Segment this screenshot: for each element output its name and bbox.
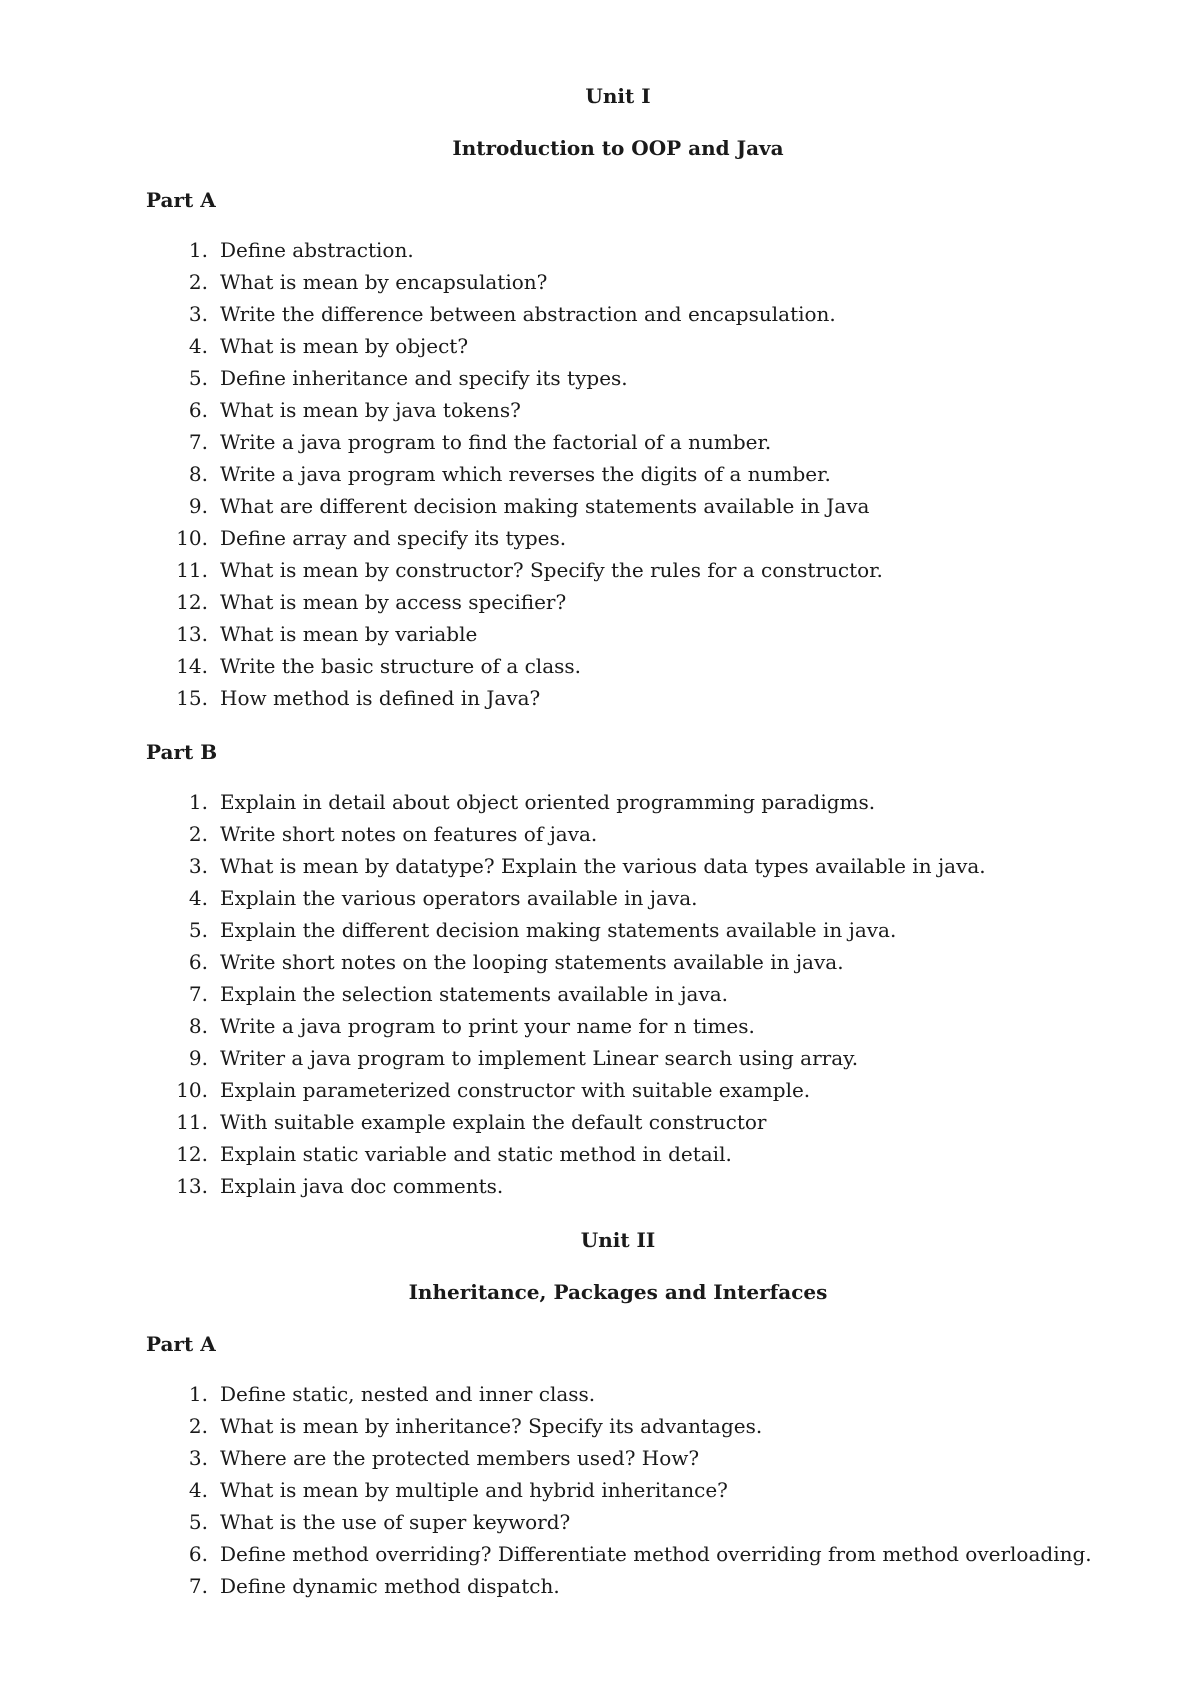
- unit-1-part-b-list: [146, 786, 1090, 1202]
- question-number: 3.: [188, 1446, 208, 1470]
- question-item: [146, 266, 1090, 298]
- question-number: 12.: [176, 1142, 208, 1166]
- question-text: Define abstraction.: [220, 238, 414, 262]
- question-item: [146, 850, 1090, 882]
- question-text: What is mean by variable: [220, 622, 478, 646]
- question-item: [146, 1410, 1090, 1442]
- question-item: [146, 1106, 1090, 1138]
- question-text: What is mean by constructor? Specify the rules for a constructor.: [220, 558, 883, 582]
- question-number: 3.: [188, 854, 208, 878]
- question-number: 2.: [188, 1414, 208, 1438]
- question-item: [146, 298, 1090, 330]
- unit-2-part-a-heading: Part A: [146, 1332, 216, 1356]
- question-item: [146, 978, 1090, 1010]
- question-item: [146, 1042, 1090, 1074]
- question-number: 11.: [176, 558, 208, 582]
- question-number: 14.: [176, 654, 208, 678]
- question-text: What is the use of super keyword?: [220, 1510, 571, 1534]
- question-text: Explain static variable and static method in detail.: [220, 1142, 732, 1166]
- question-number: 6.: [188, 950, 208, 974]
- question-text: What are different decision making statements available in Java: [220, 494, 870, 518]
- question-item: [146, 234, 1090, 266]
- question-number: 8.: [188, 1014, 208, 1038]
- question-text: What is mean by encapsulation?: [220, 270, 548, 294]
- question-number: 10.: [176, 1078, 208, 1102]
- question-text: Explain in detail about object oriented programming paradigms.: [220, 790, 876, 814]
- question-text: Explain the different decision making statements available in java.: [220, 918, 897, 942]
- question-number: 5.: [188, 366, 208, 390]
- question-number: 13.: [176, 1174, 208, 1198]
- question-number: 1.: [188, 238, 208, 262]
- question-item: [146, 362, 1090, 394]
- question-item: [146, 1442, 1090, 1474]
- question-text: Explain the selection statements available in java.: [220, 982, 729, 1006]
- question-text: What is mean by multiple and hybrid inheritance?: [220, 1478, 728, 1502]
- question-item: [146, 1010, 1090, 1042]
- unit-1-section: [146, 82, 1090, 1202]
- unit-1-part-b-heading: Part B: [146, 740, 218, 764]
- question-number: 5.: [188, 918, 208, 942]
- question-item: [146, 394, 1090, 426]
- question-number: 13.: [176, 622, 208, 646]
- question-item: [146, 1506, 1090, 1538]
- question-number: 9.: [188, 1046, 208, 1070]
- question-number: 3.: [188, 302, 208, 326]
- question-text: What is mean by datatype? Explain the various data types available in java.: [220, 854, 986, 878]
- question-number: 1.: [188, 790, 208, 814]
- question-number: 6.: [188, 1542, 208, 1566]
- question-item: [146, 1074, 1090, 1106]
- question-text: What is mean by java tokens?: [220, 398, 521, 422]
- question-text: Write the basic structure of a class.: [220, 654, 582, 678]
- question-item: [146, 1474, 1090, 1506]
- question-item: [146, 330, 1090, 362]
- question-text: Write a java program which reverses the digits of a number.: [220, 462, 831, 486]
- question-item: [146, 1378, 1090, 1410]
- question-text: What is mean by object?: [220, 334, 469, 358]
- unit-2-title: Unit II: [580, 1228, 656, 1252]
- question-text: Where are the protected members used? How?: [220, 1446, 700, 1470]
- question-number: 7.: [188, 430, 208, 454]
- unit-1-title: Unit I: [585, 84, 651, 108]
- question-item: [146, 1538, 1090, 1570]
- question-text: Define dynamic method dispatch.: [220, 1574, 560, 1598]
- question-text: What is mean by access specifier?: [220, 590, 567, 614]
- question-item: [146, 914, 1090, 946]
- question-number: 1.: [188, 1382, 208, 1406]
- question-text: Writer a java program to implement Linear search using array.: [220, 1046, 859, 1070]
- question-number: 9.: [188, 494, 208, 518]
- question-text: Explain the various operators available in java.: [220, 886, 698, 910]
- question-number: 11.: [176, 1110, 208, 1134]
- question-text: Write a java program to find the factorial of a number.: [220, 430, 772, 454]
- question-item: [146, 554, 1090, 586]
- question-number: 8.: [188, 462, 208, 486]
- question-number: 4.: [188, 1478, 208, 1502]
- unit-2-section: [146, 1226, 1090, 1602]
- question-item: [146, 786, 1090, 818]
- unit-1-part-a-list: [146, 234, 1090, 714]
- question-number: 12.: [176, 590, 208, 614]
- question-text: What is mean by inheritance? Specify its advantages.: [220, 1414, 763, 1438]
- question-text: How method is defined in Java?: [220, 686, 541, 710]
- question-number: 2.: [188, 822, 208, 846]
- question-item: [146, 490, 1090, 522]
- question-item: [146, 1170, 1090, 1202]
- question-item: [146, 1138, 1090, 1170]
- question-text: Write short notes on the looping statements available in java.: [220, 950, 844, 974]
- question-number: 4.: [188, 334, 208, 358]
- question-text: Write short notes on features of java.: [220, 822, 598, 846]
- question-item: [146, 682, 1090, 714]
- question-number: 15.: [176, 686, 208, 710]
- question-text: Write the difference between abstraction and encapsulation.: [220, 302, 836, 326]
- question-number: 7.: [188, 982, 208, 1006]
- unit-1-subtitle: Introduction to OOP and Java: [452, 136, 784, 160]
- question-item: [146, 1570, 1090, 1602]
- question-item: [146, 426, 1090, 458]
- question-item: [146, 618, 1090, 650]
- question-text: With suitable example explain the default constructor: [220, 1110, 767, 1134]
- question-text: Define inheritance and specify its types.: [220, 366, 628, 390]
- question-number: 7.: [188, 1574, 208, 1598]
- question-text: Write a java program to print your name for n times.: [220, 1014, 755, 1038]
- question-number: 10.: [176, 526, 208, 550]
- unit-2-part-a-list: [146, 1378, 1090, 1602]
- question-item: [146, 522, 1090, 554]
- question-item: [146, 650, 1090, 682]
- unit-1-part-a-heading: Part A: [146, 188, 216, 212]
- question-text: Explain java doc comments.: [220, 1174, 504, 1198]
- question-item: [146, 946, 1090, 978]
- question-number: 4.: [188, 886, 208, 910]
- question-item: [146, 882, 1090, 914]
- question-item: [146, 458, 1090, 490]
- question-item: [146, 818, 1090, 850]
- question-number: 5.: [188, 1510, 208, 1534]
- question-text: Define method overriding? Differentiate method overriding from method overloading.: [220, 1542, 1092, 1566]
- question-text: Define static, nested and inner class.: [220, 1382, 596, 1406]
- question-number: 2.: [188, 270, 208, 294]
- question-text: Explain parameterized constructor with suitable example.: [220, 1078, 811, 1102]
- question-item: [146, 586, 1090, 618]
- question-text: Define array and specify its types.: [220, 526, 567, 550]
- question-number: 6.: [188, 398, 208, 422]
- unit-2-subtitle: Inheritance, Packages and Interfaces: [408, 1280, 828, 1304]
